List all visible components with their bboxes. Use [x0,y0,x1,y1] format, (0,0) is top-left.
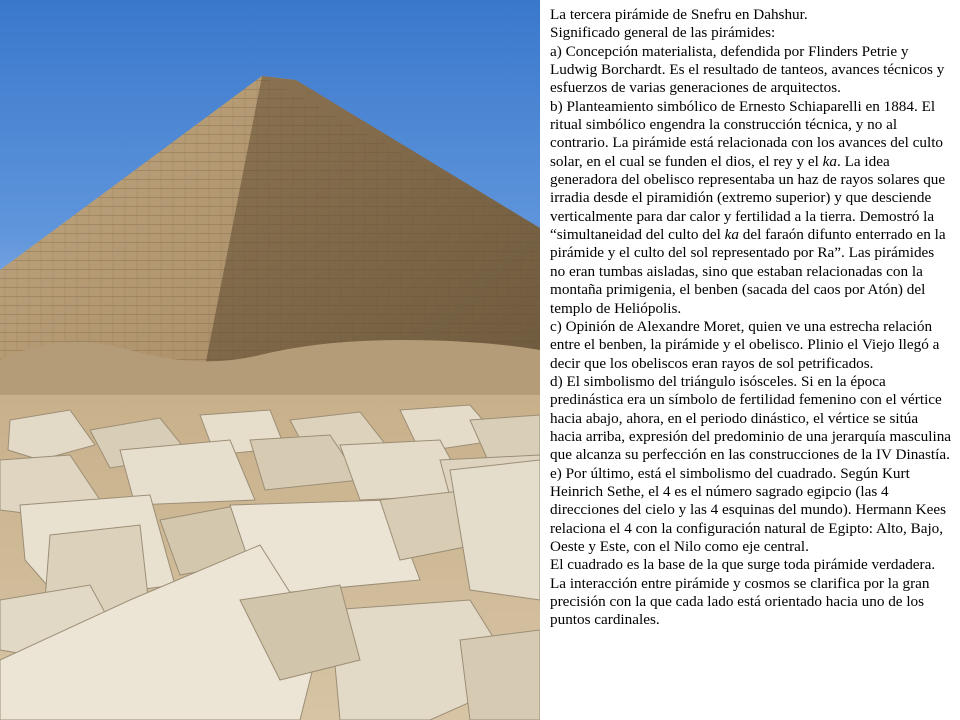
ka-term: ka [724,226,739,244]
item-c-moret: c) Opinión de Alexandre Moret, quien ve una estrecha relación entre el benben, la pirámide y el obelisco. Plinio el Viejo llegó a decir que los obeliscos eran rayos de sol petrificados. [550,317,940,372]
item-e-square: e) Por último, está el simbolismo del cuadrado. Según Kurt Heinrich Sethe, el 4 es el número sagrado egipcio (las 4 direcciones del cielo y las 4 esquinas del mundo). Hermann Kees relaciona el 4 con la configuración natural de Egipto: Alto, Bajo, Oeste y Este, con el Nilo como eje central. [550,464,947,555]
item-b-text-3: del faraón difunto enterrado en la pirámide y el culto del sol representado por Ra”. Las pirámides no eran tumbas aisladas, sino que estaban relacionadas con la montaña primigenia, el benben (sacada del caos por Atón) del templo de Heliópolis. [550,226,946,317]
section-heading: Significado general de las pirámides: [550,24,776,42]
item-d-triangle: d) El simbolismo del triángulo isósceles. Si en la época predinástica era un símbolo de fertilidad femenino con el vértice hacia abajo, ahora, en el periodo dinástico, el vértice se sitúa hacia arriba, expresión del predominio de una jerarquía masculina que alcanza su perfección en las construcciones de la IV Dinastía. [550,372,952,464]
item-a-materialist: a) Concepción materialista, defendida por Flinders Petrie y Ludwig Borchardt. Es el resultado de tanteos, avances técnicos y esfuerzos de varias generaciones de arquitectos. [550,42,945,97]
item-b-text-1: b) Planteamiento simbólico de Ernesto Schiaparelli en 1884. El ritual simbólico engendra la construcción técnica, y no al contrario. La pirámide está relacionada con los avances del culto solar, en el cual se funden el dios, el rey y el [550,97,944,170]
ka-term: ka [822,152,838,170]
item-b-symbolic [550,98,952,318]
conclusion-paragraph: El cuadrado es la base de la que surge toda pirámide verdadera. La interacción entre pirámide y cosmos se clarifica por la gran precisión con la que cada lado está orientado hacia uno de los puntos cardinales. [550,556,936,629]
photo-caption: La tercera pirámide de Snefru en Dahshur. [550,6,808,23]
text-panel [550,6,952,714]
item-b-text-2: . La idea generadora del obelisco representaba un haz de rayos solares que irradia desde el piramidión (extremo superior) y que desciende verticalmente para dar calor y fertilidad a la tierra. Demostró la “simultaneidad del culto del [550,152,946,244]
